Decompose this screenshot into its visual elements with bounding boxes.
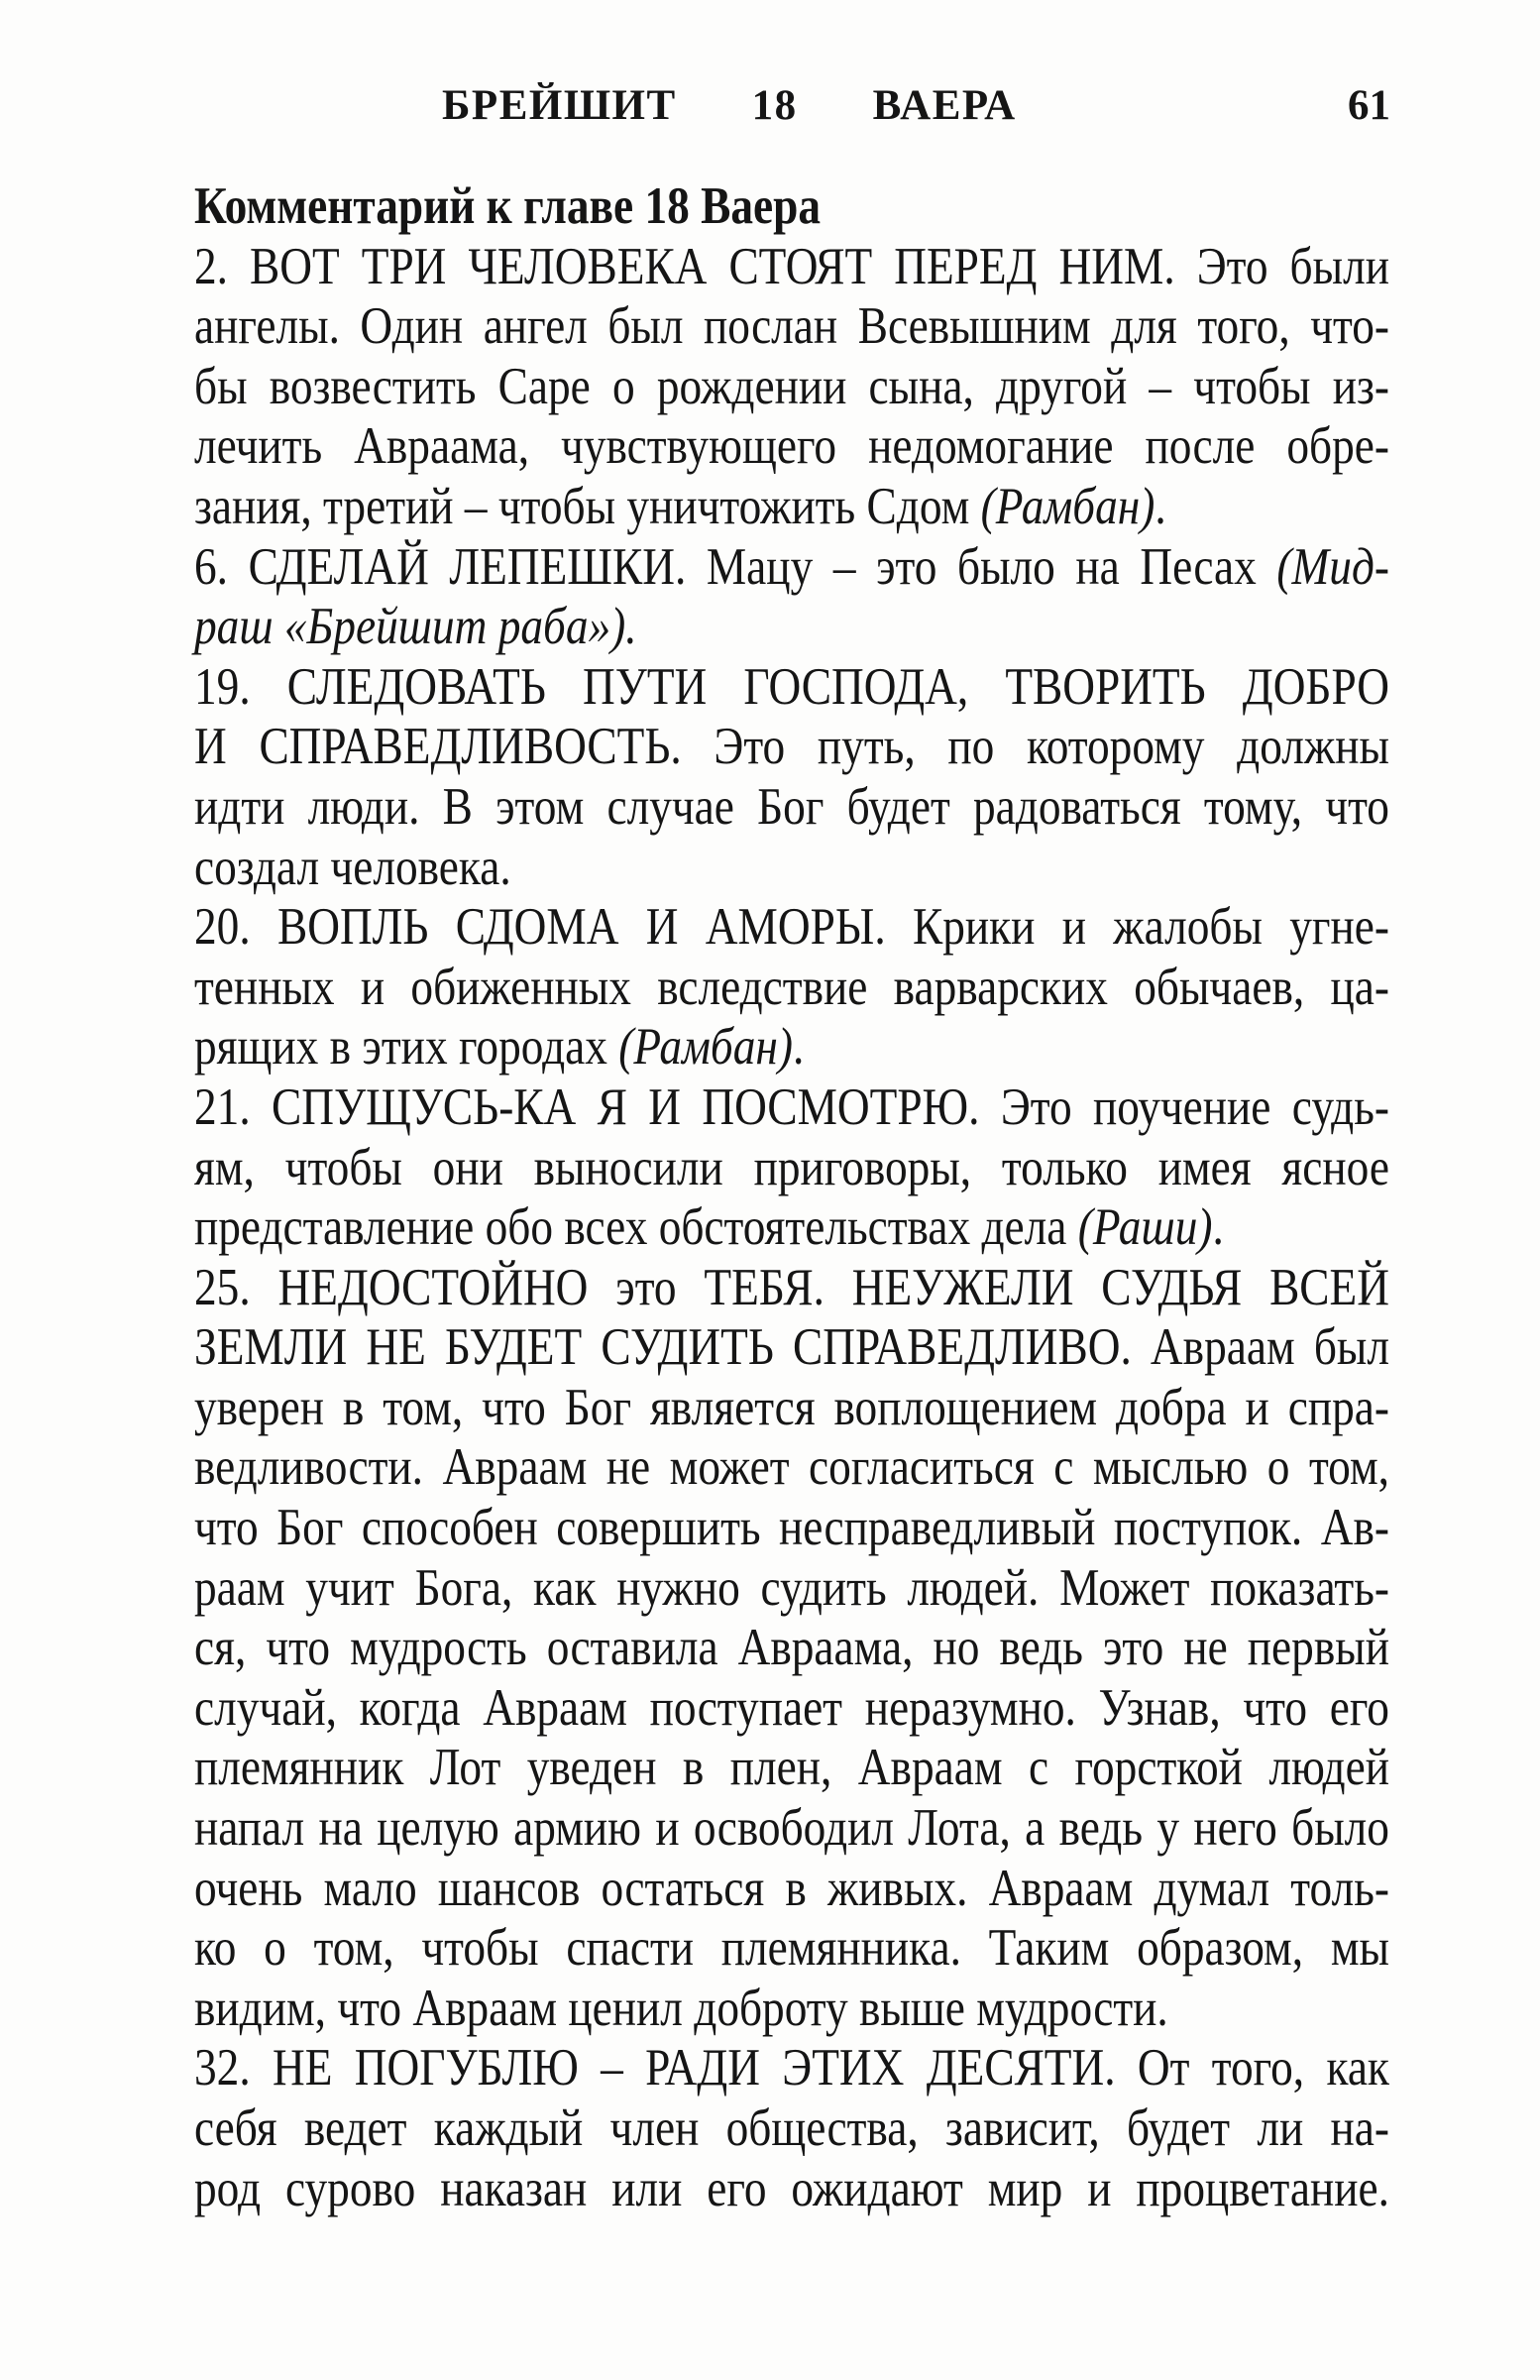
text-segment: . xyxy=(792,1018,805,1077)
section-heading: Комментарий к главе 18 Ваера xyxy=(194,177,821,235)
text-line xyxy=(194,1077,1389,1138)
citation-italic: (Раши) xyxy=(1077,1198,1213,1257)
text-line xyxy=(194,1558,1389,1619)
text-line xyxy=(194,1678,1389,1739)
running-header-portion: ВАЕРА xyxy=(872,82,1017,129)
text-line xyxy=(194,1498,1389,1558)
text-line xyxy=(194,657,1389,718)
text-segment: ся, что мудрость оставила Авраама, но ведь это не первый xyxy=(194,1619,1389,1677)
text-segment: тенных и обиженных вследствие варварских обычаев, ца- xyxy=(194,958,1389,1016)
citation-italic: (Рамбан) xyxy=(618,1018,793,1077)
text-segment: лечить Авраама, чувствующего недомогание после обре- xyxy=(194,417,1389,476)
page-number: 61 xyxy=(1348,82,1390,129)
text-line xyxy=(194,477,1389,537)
commentary-text xyxy=(194,176,1389,2218)
text-line xyxy=(194,717,1389,777)
text-line xyxy=(194,357,1389,417)
text-line xyxy=(194,1258,1389,1318)
text-segment: 20. ВОПЛЬ СДОМА И АМОРЫ. Крики и жалобы угне- xyxy=(194,898,1389,957)
text-line xyxy=(194,1138,1389,1198)
running-header-book: БРЕЙШИТ xyxy=(442,82,677,129)
text-segment: И СПРАВЕДЛИВОСТЬ. Это путь, по которому должны xyxy=(194,718,1389,776)
text-line xyxy=(194,597,1389,657)
text-segment: создал человека. xyxy=(194,838,511,896)
text-line xyxy=(194,1798,1389,1859)
text-line xyxy=(194,296,1389,357)
text-segment: . xyxy=(1212,1198,1224,1257)
text-line xyxy=(194,237,1389,297)
text-segment: очень мало шансов остаться в живых. Авраам думал толь- xyxy=(194,1859,1389,1917)
text-line xyxy=(194,1738,1389,1798)
text-segment: напал на целую армию и освободил Лота, а ведь у него было xyxy=(194,1799,1389,1858)
running-header-title xyxy=(442,81,1017,130)
text-line xyxy=(194,1979,1389,2039)
text-segment: уверен в том, что Бог является воплощением добра и спра- xyxy=(194,1378,1389,1436)
text-segment: ям, чтобы они выносили приговоры, только имея ясное xyxy=(194,1138,1389,1196)
text-segment: рящих в этих городах xyxy=(194,1018,619,1077)
text-segment: 6. СДЕЛАЙ ЛЕПЕШКИ. Мацу – это было на Песах xyxy=(194,537,1277,596)
text-segment: род сурово наказан или его ожидают мир и процветание. xyxy=(194,2159,1389,2217)
text-segment: раам учит Бога, как нужно судить людей. Может показать- xyxy=(194,1558,1389,1617)
text-line xyxy=(194,897,1389,958)
text-segment: племянник Лот уведен в плен, Авраам с горсткой людей xyxy=(194,1739,1389,1797)
running-header-chapter: 18 xyxy=(751,82,798,129)
text-segment: 21. СПУЩУСЬ-КА Я И ПОСМОТРЮ. Это поучение судь- xyxy=(194,1077,1389,1136)
running-header xyxy=(0,81,1540,137)
text-segment: 19. СЛЕДОВАТЬ ПУТИ ГОСПОДА, ТВОРИТЬ ДОБРО xyxy=(194,657,1389,716)
text-line xyxy=(194,1918,1389,1979)
text-segment: ЗЕМЛИ НЕ БУДЕТ СУДИТЬ СПРАВЕДЛИВО. Авраам был xyxy=(194,1318,1389,1377)
text-segment: 32. НЕ ПОГУБЛЮ – РАДИ ЭТИХ ДЕСЯТИ. От того, как xyxy=(194,2039,1389,2097)
citation-italic: (Мид- xyxy=(1276,537,1389,596)
text-line xyxy=(194,1378,1389,1438)
text-line xyxy=(194,2159,1389,2219)
commentary-lines xyxy=(194,237,1389,2219)
text-line xyxy=(194,958,1389,1018)
citation-italic: раш «Брейшит раба»). xyxy=(194,598,637,656)
text-line xyxy=(194,2098,1389,2159)
text-line xyxy=(194,1437,1389,1498)
text-segment: видим, что Авраам ценил доброту выше мудрости. xyxy=(194,1979,1168,2037)
text-line xyxy=(194,416,1389,477)
text-segment: 25. НЕДОСТОЙНО это ТЕБЯ. НЕУЖЕЛИ СУДЬЯ ВСЕЙ xyxy=(194,1258,1389,1316)
text-line xyxy=(194,1317,1389,1378)
text-segment: представление обо всех обстоятельствах дела xyxy=(194,1198,1078,1257)
text-segment: что Бог способен совершить несправедливый поступок. Ав- xyxy=(194,1499,1389,1557)
text-segment: случай, когда Авраам поступает неразумно. Узнав, что его xyxy=(194,1678,1389,1737)
text-line xyxy=(194,1017,1389,1077)
text-line xyxy=(194,2038,1389,2098)
text-segment: . xyxy=(1155,477,1166,535)
citation-italic: (Рамбан) xyxy=(980,477,1155,535)
text-segment: ко о том, чтобы спасти племянника. Таким образом, мы xyxy=(194,1919,1389,1978)
text-segment: ведливости. Авраам не может согласиться с мыслью о том, xyxy=(194,1438,1389,1497)
text-segment: бы возвестить Саре о рождении сына, другой – чтобы из- xyxy=(194,357,1389,415)
text-segment: 2. ВОТ ТРИ ЧЕЛОВЕКА СТОЯТ ПЕРЕД НИМ. Это были xyxy=(194,237,1389,295)
text-segment: идти люди. В этом случае Бог будет радоваться тому, что xyxy=(194,777,1389,836)
text-segment: зания, третий – чтобы уничтожить Сдом xyxy=(194,477,981,535)
text-segment: ангелы. Один ангел был послан Всевышним для того, что- xyxy=(194,297,1389,356)
text-line xyxy=(194,1859,1389,1919)
text-line xyxy=(194,1618,1389,1678)
text-line xyxy=(194,1197,1389,1258)
text-segment: себя ведет каждый член общества, зависит, будет ли на- xyxy=(194,2099,1389,2157)
text-line xyxy=(194,777,1389,838)
text-line xyxy=(194,537,1389,598)
text-line xyxy=(194,838,1389,898)
